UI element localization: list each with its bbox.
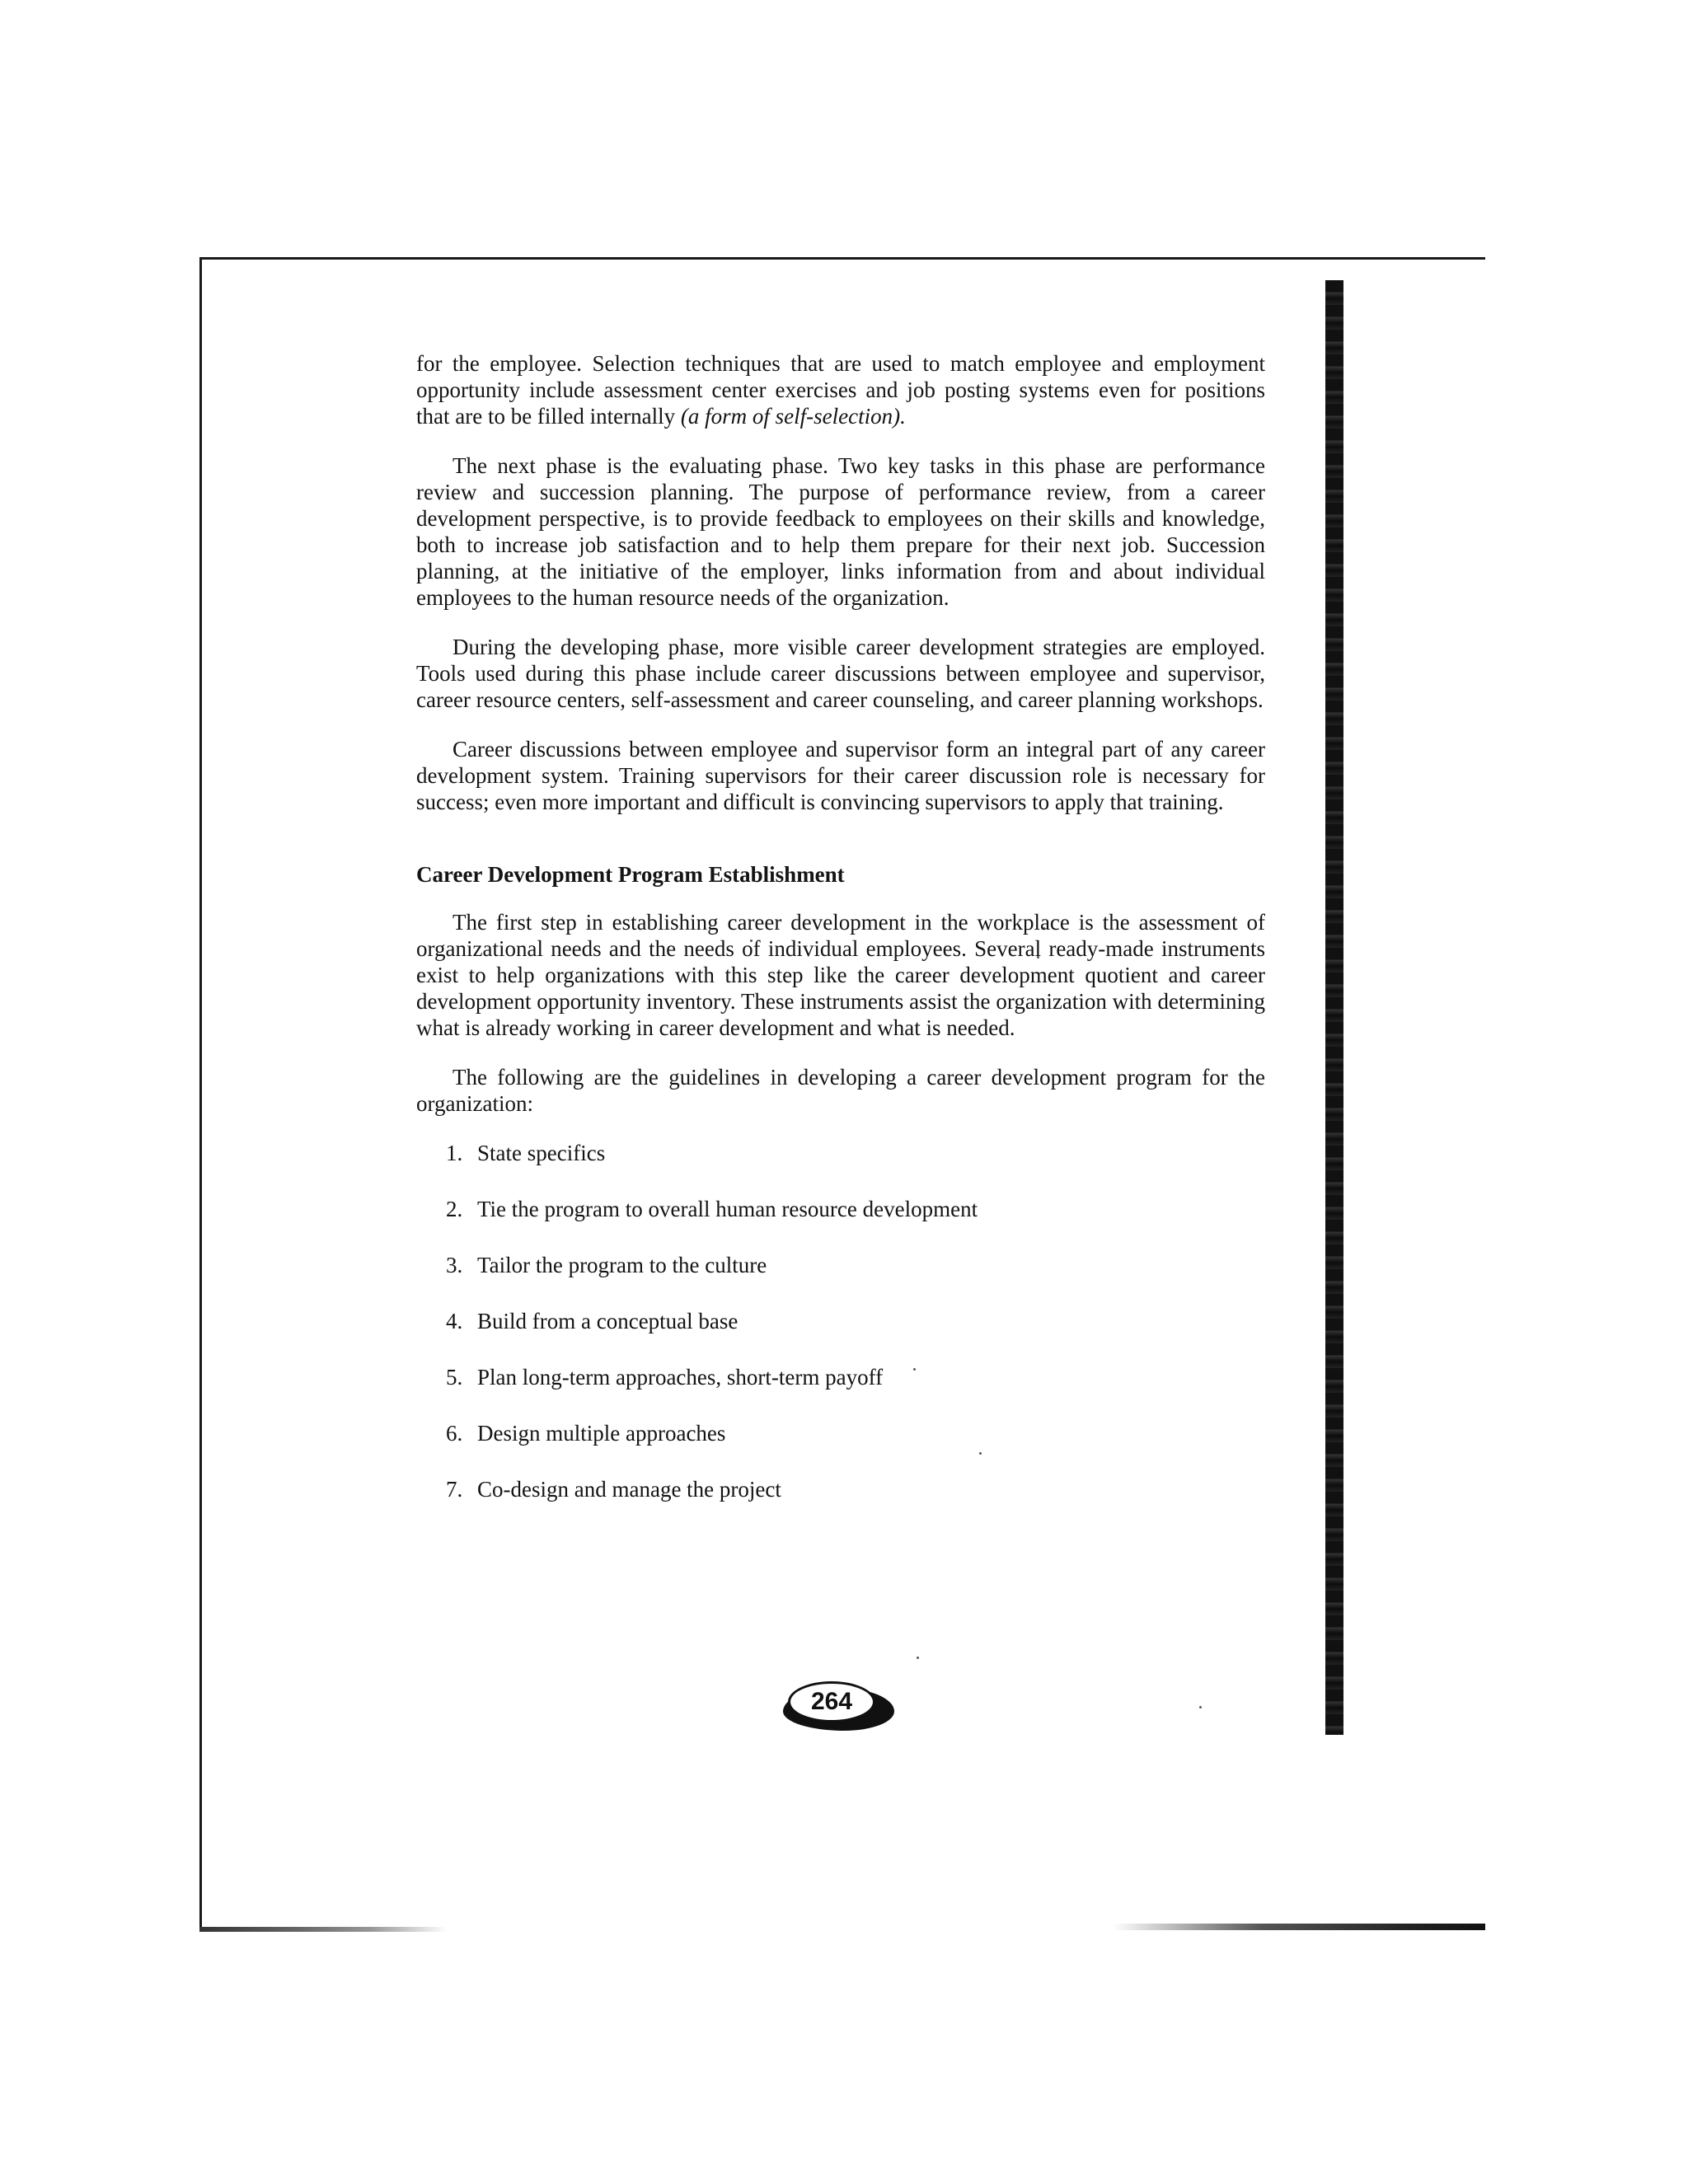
list-item-text: Tailor the program to the culture xyxy=(477,1253,767,1277)
list-item-number: 3. xyxy=(446,1253,463,1277)
scan-border-left xyxy=(199,257,202,1930)
list-item xyxy=(416,1308,1265,1364)
list-item-text: Design multiple approaches xyxy=(477,1421,726,1446)
list-item-number: 6. xyxy=(446,1421,463,1446)
paragraph-selection xyxy=(416,350,1265,429)
paragraph-evaluating-phase: The next phase is the evaluating phase. Two key tasks in this phase are performance review and succession planning. The purpose of performance review, from a career development perspective, is to provide feedback to employees on their skills and knowledge, both to increase job satisfaction and to help them prepare for their next job. Succession planning, at the initiative of the employer, links information from and about individual employees to the human resource needs of the organization. xyxy=(416,453,1265,610)
list-item-text: State specifics xyxy=(477,1141,606,1165)
list-item-number: 7. xyxy=(446,1477,463,1502)
page-number-badge xyxy=(783,1681,894,1732)
paragraph-first-step: The first step in establishing career development in the workplace is the assessment of organizational needs and the needs of individual employees. Several ready-made instruments exist to help organizations with this step like the career development quotient and career development opportunity inventory. These instruments assist the organization with determining what is already working in career development and what is needed. xyxy=(416,910,1265,1040)
paragraph-career-discussions: Career discussions between employee and supervisor form an integral part of any career development system. Training supervisors for their career discussion role is necessary for success; even more important and difficult is convincing supervisors to apply that training. xyxy=(416,737,1265,814)
list-item-number: 4. xyxy=(446,1309,463,1333)
paragraph-text: for the employee. Selection techniques that are used to match employee and employment opportunity include assessment center exercises and job posting systems even for positions that are to be filled internally xyxy=(416,351,1265,429)
list-item xyxy=(416,1420,1265,1476)
section-heading: Career Development Program Establishment xyxy=(416,862,845,887)
paragraph-developing-phase: During the developing phase, more visible career development strategies are employed. Tools used during this phase include career discussions between employee and supervisor, career resource centers, self-assessment and career counseling, and career planning workshops. xyxy=(416,635,1265,712)
page-body xyxy=(416,350,1265,1532)
list-item-number: 2. xyxy=(446,1197,463,1221)
list-item xyxy=(416,1252,1265,1308)
book-spine-shadow xyxy=(1325,280,1343,1735)
list-item-text: Co-design and manage the project xyxy=(477,1477,781,1502)
list-item xyxy=(416,1196,1265,1252)
paragraph-italic-text: (a form of self-selection). xyxy=(680,404,906,429)
list-item xyxy=(416,1364,1265,1420)
guideline-list xyxy=(416,1140,1265,1532)
scan-speckle xyxy=(1199,1706,1202,1708)
list-item-text: Build from a conceptual base xyxy=(477,1309,738,1333)
paragraph-guidelines-intro: The following are the guidelines in developing a career development program for the organization: xyxy=(416,1065,1265,1116)
scan-border-top xyxy=(199,257,1485,260)
scan-border-bottom-left xyxy=(199,1927,447,1932)
page-number: 264 xyxy=(788,1681,875,1722)
list-item xyxy=(416,1476,1265,1532)
list-item-text: Tie the program to overall human resource development xyxy=(477,1197,978,1221)
scan-border-bottom-right xyxy=(1113,1924,1485,1930)
list-item-number: 1. xyxy=(446,1141,463,1165)
scan-speckle xyxy=(917,1657,919,1659)
list-item xyxy=(416,1140,1265,1196)
list-item-text: Plan long-term approaches, short-term payoff xyxy=(477,1365,884,1390)
list-item-number: 5. xyxy=(446,1365,463,1390)
